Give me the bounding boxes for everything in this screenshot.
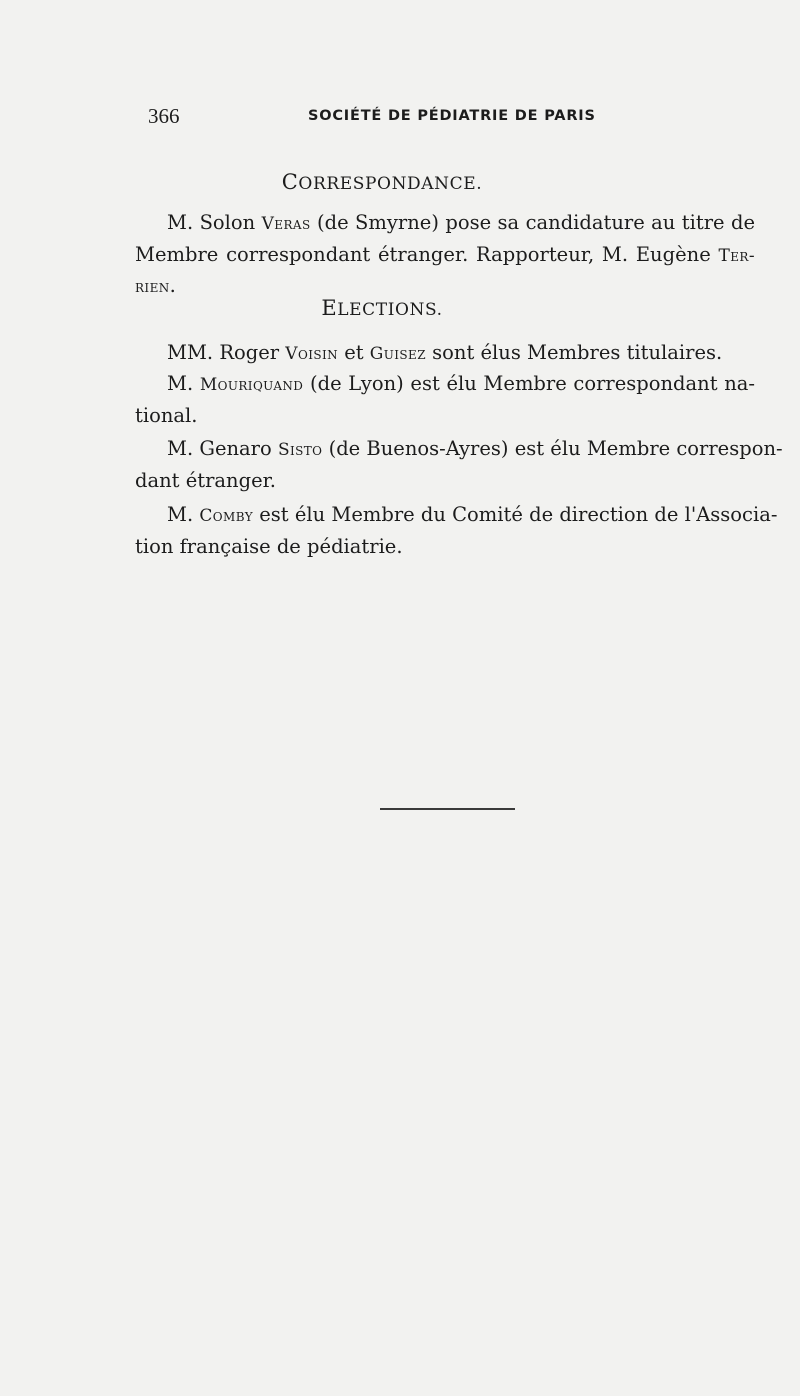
surname: Veras <box>261 214 311 234</box>
paragraph-voisin-guisez <box>135 338 755 370</box>
section-heading-correspondance <box>148 170 616 194</box>
text-run: tion française de pédiatrie. <box>135 534 403 558</box>
text-run: sont élus Membres titulaires. <box>425 341 723 364</box>
text-run: (de Lyon) est élu Membre correspondant na- <box>303 372 755 395</box>
end-rule <box>380 808 515 810</box>
text-run: est élu Membre du Comité de direction de l'Associa- <box>253 503 778 526</box>
paragraph-veras <box>135 208 755 303</box>
text-line <box>135 240 755 272</box>
text-run: et <box>338 341 370 364</box>
text-run: . <box>169 274 176 297</box>
text-run: M. <box>167 503 200 526</box>
surname: Voisin <box>285 344 339 364</box>
text-line <box>135 401 755 432</box>
running-head <box>148 104 606 130</box>
page-number: 366 <box>148 104 180 128</box>
text-line <box>135 500 778 532</box>
text-run: (de Buenos-Ayres) est élu Membre correspon- <box>322 437 783 460</box>
surname: Ter- <box>718 245 755 266</box>
text-run: (de Smyrne) pose sa candidature au titre de <box>310 211 755 234</box>
surname: rien <box>135 277 170 297</box>
section-heading-elections <box>148 296 616 320</box>
text-line <box>135 338 755 370</box>
text-line <box>135 466 755 497</box>
text-line <box>135 532 755 563</box>
text-run: M. Genaro <box>167 437 278 460</box>
heading-rest: ORRESPONDANCE. <box>298 174 483 194</box>
text-run: MM. Roger <box>167 341 286 364</box>
surname: Comby <box>199 506 254 526</box>
surname: Guisez <box>369 344 426 364</box>
heading-initial: E <box>321 296 338 320</box>
running-title: SOCIÉTÉ DE PÉDIATRIE DE PARIS <box>308 108 596 124</box>
text-run: dant étranger. <box>135 468 276 492</box>
text-run: M. <box>167 372 200 395</box>
paragraph-mouriquand <box>135 369 755 431</box>
heading-rest: LECTIONS. <box>337 300 443 320</box>
paragraph-sisto <box>135 434 783 496</box>
text-line <box>135 208 755 240</box>
text-run: Membre correspondant étranger. Rapporteur, M. Eugène <box>135 242 719 266</box>
surname: Mouriquand <box>199 375 304 395</box>
text-line <box>135 434 783 466</box>
text-run: tional. <box>135 403 198 427</box>
surname: Sisto <box>277 440 323 460</box>
heading-initial: C <box>281 170 299 194</box>
text-run: M. Solon <box>167 211 262 234</box>
text-line <box>135 369 755 401</box>
paragraph-comby <box>135 500 778 562</box>
